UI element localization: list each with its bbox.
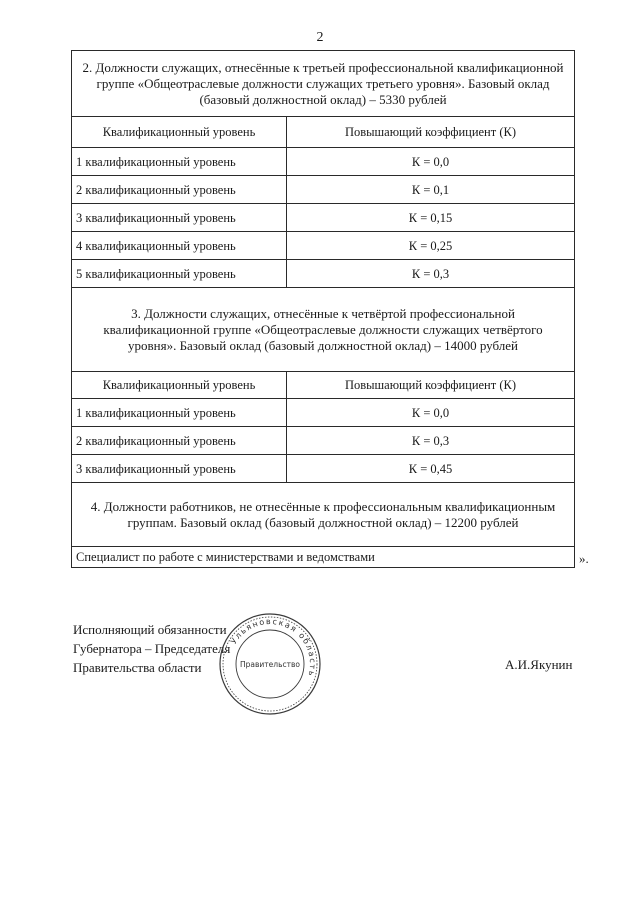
position-cell: Специалист по работе с министерствами и ведомствами [72, 547, 575, 568]
signature-title-line-2: Губернатора – Председателя [73, 641, 231, 656]
coefficient-cell: К = 0,1 [287, 176, 575, 204]
level-cell: 5 квалификационный уровень [72, 260, 287, 288]
table-header-row [72, 117, 575, 148]
table-row [72, 232, 575, 260]
table-row [72, 176, 575, 204]
table-row [72, 455, 575, 483]
table-row [72, 148, 575, 176]
coefficient-cell: К = 0,3 [287, 260, 575, 288]
table-header-row [72, 372, 575, 399]
coefficient-cell: К = 0,45 [287, 455, 575, 483]
level-cell: 1 квалификационный уровень [72, 148, 287, 176]
seal-center-text: Правительство [240, 660, 300, 669]
signature-block [73, 620, 230, 677]
seal-ring-text: Ульяновская область [228, 616, 318, 679]
section-heading-row [72, 288, 575, 372]
coefficient-cell: К = 0,0 [287, 399, 575, 427]
signature-title-line-1: Исполняющий обязанности [73, 622, 227, 637]
level-cell: 1 квалификационный уровень [72, 399, 287, 427]
official-seal [218, 612, 322, 716]
coefficient-cell: К = 0,25 [287, 232, 575, 260]
table-row [72, 260, 575, 288]
signer-name: А.И.Якунин [505, 657, 573, 672]
column-header-level: Квалификационный уровень [72, 117, 287, 148]
positions-table [71, 50, 575, 568]
page-number: 2 [316, 30, 324, 45]
closing-quote: ». [579, 551, 589, 566]
level-cell: 4 квалификационный уровень [72, 232, 287, 260]
level-cell: 2 квалификационный уровень [72, 176, 287, 204]
section-4-heading: 4. Должности работников, не отнесённые к профессиональным квалификационным группам. Базовый оклад (базовый должностной оклад) – 12200 рублей [72, 483, 575, 547]
table-row [72, 204, 575, 232]
coefficient-cell: К = 0,3 [287, 427, 575, 455]
column-header-coefficient: Повышающий коэффициент (К) [287, 372, 575, 399]
section-2-heading: 2. Должности служащих, отнесённые к третьей профессиональной квалификационной группе «Общеотраслевые должности служащих третьего уровня». Базовый оклад (базовый должностной оклад) – 5330 рублей [72, 51, 575, 117]
signature-title-line-3: Правительства области [73, 660, 202, 675]
table-row [72, 399, 575, 427]
coefficient-cell: К = 0,0 [287, 148, 575, 176]
column-header-coefficient: Повышающий коэффициент (К) [287, 117, 575, 148]
column-header-level: Квалификационный уровень [72, 372, 287, 399]
level-cell: 3 квалификационный уровень [72, 204, 287, 232]
level-cell: 3 квалификационный уровень [72, 455, 287, 483]
table-row [72, 427, 575, 455]
coefficient-cell: К = 0,15 [287, 204, 575, 232]
section-3-heading: 3. Должности служащих, отнесённые к четвёртой профессиональной квалификационной группе «Общеотраслевые должности служащих четвёртого уровня». Базовый оклад (базовый должностной оклад) – 14000 рублей [72, 288, 575, 372]
level-cell: 2 квалификационный уровень [72, 427, 287, 455]
table-row [72, 547, 575, 568]
section-heading-row [72, 483, 575, 547]
section-heading-row [72, 51, 575, 117]
